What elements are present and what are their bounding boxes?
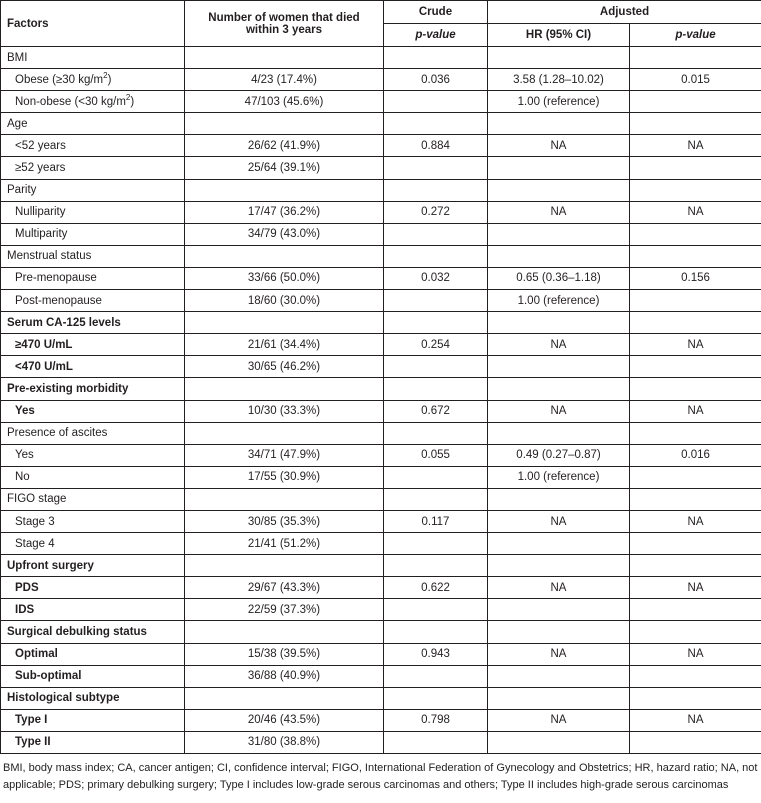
adjusted-p-value-cell	[630, 157, 761, 179]
crude-p-value-cell: 0.032	[384, 267, 488, 289]
hr-ci-cell	[488, 312, 630, 334]
died-count-cell: 26/62 (41.9%)	[185, 135, 384, 157]
factor-label: Optimal	[1, 643, 185, 665]
table-row	[1, 533, 761, 555]
header-factors: Factors	[1, 1, 185, 47]
crude-p-value-cell: 0.798	[384, 709, 488, 731]
factor-label: Sub-optimal	[1, 665, 185, 687]
hr-ci-cell: NA	[488, 577, 630, 599]
died-count-cell: 22/59 (37.3%)	[185, 599, 384, 621]
died-count-cell: 30/65 (46.2%)	[185, 356, 384, 378]
factor-label: Pre-menopause	[1, 267, 185, 289]
crude-p-value-cell	[384, 599, 488, 621]
hr-ci-cell: 1.00 (reference)	[488, 91, 630, 113]
crude-p-value-cell	[384, 687, 488, 709]
factor-label: IDS	[1, 599, 185, 621]
table-row	[1, 709, 761, 731]
hr-ci-cell	[488, 378, 630, 400]
adjusted-p-value-cell	[630, 621, 761, 643]
group-row	[1, 555, 761, 577]
crude-p-value-cell	[384, 312, 488, 334]
died-count-cell: 34/71 (47.9%)	[185, 444, 384, 466]
table-row	[1, 731, 761, 753]
table-row	[1, 290, 761, 312]
died-count-cell	[185, 179, 384, 201]
group-row	[1, 621, 761, 643]
adjusted-p-value-cell: NA	[630, 334, 761, 356]
adjusted-p-value-cell: NA	[630, 577, 761, 599]
crude-p-value-cell	[384, 245, 488, 267]
group-row	[1, 312, 761, 334]
adjusted-p-value-cell	[630, 356, 761, 378]
hr-ci-cell	[488, 665, 630, 687]
factor-label: Stage 3	[1, 510, 185, 532]
died-count-cell: 34/79 (43.0%)	[185, 223, 384, 245]
died-count-cell: 20/46 (43.5%)	[185, 709, 384, 731]
table-row	[1, 334, 761, 356]
adjusted-p-value-cell	[630, 223, 761, 245]
table-row	[1, 69, 761, 91]
hr-ci-cell: 1.00 (reference)	[488, 466, 630, 488]
adjusted-p-value-cell	[630, 312, 761, 334]
hr-ci-cell: NA	[488, 643, 630, 665]
adjusted-p-value-cell: 0.016	[630, 444, 761, 466]
crude-p-value-cell	[384, 223, 488, 245]
hr-ci-cell	[488, 488, 630, 510]
crude-p-value-cell	[384, 356, 488, 378]
hr-ci-cell	[488, 179, 630, 201]
header-crude: Crude	[384, 1, 488, 24]
table-row	[1, 643, 761, 665]
died-count-cell: 33/66 (50.0%)	[185, 267, 384, 289]
crude-p-value-cell	[384, 422, 488, 444]
died-count-cell: 47/103 (45.6%)	[185, 91, 384, 113]
adjusted-p-value-cell	[630, 665, 761, 687]
factor-label: Non-obese (<30 $kg/m^2$)	[1, 91, 185, 113]
factor-label: ≥470 U/mL	[1, 334, 185, 356]
adjusted-p-value-cell	[630, 179, 761, 201]
died-count-cell: 31/80 (38.8%)	[185, 731, 384, 753]
factor-label: Obese (≥30 $kg/m^2$)	[1, 69, 185, 91]
hr-ci-cell: NA	[488, 709, 630, 731]
table-row	[1, 444, 761, 466]
group-label: Surgical debulking status	[1, 621, 185, 643]
group-row	[1, 488, 761, 510]
group-label: Age	[1, 113, 185, 135]
crude-p-value-cell: 0.622	[384, 577, 488, 599]
crude-p-value-cell: 0.055	[384, 444, 488, 466]
hr-ci-cell: NA	[488, 201, 630, 223]
factor-label: No	[1, 466, 185, 488]
hr-ci-cell	[488, 245, 630, 267]
adjusted-p-value-cell	[630, 378, 761, 400]
crude-p-value-cell	[384, 488, 488, 510]
factor-label: Post-menopause	[1, 290, 185, 312]
crude-p-value-cell	[384, 621, 488, 643]
group-label: Serum CA-125 levels	[1, 312, 185, 334]
adjusted-p-value-cell	[630, 91, 761, 113]
hr-ci-cell	[488, 113, 630, 135]
hr-ci-cell: NA	[488, 510, 630, 532]
table-row	[1, 157, 761, 179]
hr-ci-cell	[488, 731, 630, 753]
crude-p-value-cell	[384, 47, 488, 69]
factor-label: Multiparity	[1, 223, 185, 245]
crude-p-value-cell	[384, 378, 488, 400]
factor-label: Yes	[1, 400, 185, 422]
table-row	[1, 577, 761, 599]
died-count-cell: 17/47 (36.2%)	[185, 201, 384, 223]
died-count-cell	[185, 488, 384, 510]
crude-p-value-cell	[384, 466, 488, 488]
group-row	[1, 378, 761, 400]
adjusted-p-value-cell: NA	[630, 510, 761, 532]
hr-ci-cell	[488, 555, 630, 577]
died-count-cell: 4/23 (17.4%)	[185, 69, 384, 91]
factor-label: Yes	[1, 444, 185, 466]
hr-ci-cell: 0.65 (0.36–1.18)	[488, 267, 630, 289]
adjusted-p-value-cell	[630, 687, 761, 709]
crude-p-value-cell	[384, 113, 488, 135]
hr-ci-cell: 3.58 (1.28–10.02)	[488, 69, 630, 91]
died-count-cell	[185, 378, 384, 400]
table-row	[1, 91, 761, 113]
factor-label: ≥52 years	[1, 157, 185, 179]
hr-ci-cell	[488, 47, 630, 69]
crude-p-value-cell	[384, 179, 488, 201]
died-count-cell	[185, 621, 384, 643]
group-row	[1, 422, 761, 444]
crude-p-value-cell	[384, 731, 488, 753]
adjusted-p-value-cell: 0.156	[630, 267, 761, 289]
adjusted-p-value-cell	[630, 47, 761, 69]
died-count-cell: 18/60 (30.0%)	[185, 290, 384, 312]
adjusted-p-value-cell	[630, 245, 761, 267]
died-count-cell	[185, 312, 384, 334]
died-count-cell	[185, 422, 384, 444]
adjusted-p-value-cell	[630, 488, 761, 510]
table-row	[1, 201, 761, 223]
header-hr-95-ci: HR (95% CI)	[488, 24, 630, 47]
adjusted-p-value-cell: NA	[630, 643, 761, 665]
adjusted-p-value-cell: 0.015	[630, 69, 761, 91]
adjusted-p-value-cell	[630, 422, 761, 444]
table-body	[1, 47, 761, 754]
adjusted-p-value-cell	[630, 113, 761, 135]
adjusted-p-value-cell	[630, 290, 761, 312]
adjusted-p-value-cell	[630, 731, 761, 753]
hr-ci-cell	[488, 356, 630, 378]
header-died-within-3-years: Number of women that died within 3 years	[185, 1, 384, 47]
crude-p-value-cell: 0.117	[384, 510, 488, 532]
group-label: Parity	[1, 179, 185, 201]
table-footnote: BMI, body mass index; CA, cancer antigen; CI, confidence interval; FIGO, International Federation of Gynecology and Obstetrics; HR, hazard ratio; NA, not applicable; PDS; primary debulking surgery; Type I includes low-grade serous carcinomas and others; Type II includes high-grade serous carcinomas	[3, 762, 758, 791]
died-count-cell: 21/61 (34.4%)	[185, 334, 384, 356]
group-row	[1, 687, 761, 709]
group-row	[1, 113, 761, 135]
crude-p-value-cell: 0.254	[384, 334, 488, 356]
table-row	[1, 400, 761, 422]
hr-ci-cell	[488, 687, 630, 709]
died-count-cell: 30/85 (35.3%)	[185, 510, 384, 532]
died-count-cell: 17/55 (30.9%)	[185, 466, 384, 488]
crude-p-value-cell	[384, 157, 488, 179]
died-count-cell	[185, 245, 384, 267]
hr-ci-cell: NA	[488, 400, 630, 422]
hr-ci-cell	[488, 533, 630, 555]
adjusted-p-value-cell	[630, 466, 761, 488]
group-row	[1, 47, 761, 69]
hr-ci-cell: 0.49 (0.27–0.87)	[488, 444, 630, 466]
factor-label: PDS	[1, 577, 185, 599]
adjusted-p-value-cell: NA	[630, 709, 761, 731]
table-row	[1, 267, 761, 289]
factor-label: Stage 4	[1, 533, 185, 555]
group-label: Pre-existing morbidity	[1, 378, 185, 400]
hr-ci-cell	[488, 599, 630, 621]
hr-ci-cell: NA	[488, 334, 630, 356]
adjusted-p-value-cell	[630, 533, 761, 555]
header-crude-p-value: p-value	[384, 24, 488, 47]
table-row	[1, 135, 761, 157]
adjusted-p-value-cell: NA	[630, 400, 761, 422]
table-row	[1, 599, 761, 621]
died-count-cell	[185, 687, 384, 709]
table-header	[1, 1, 761, 47]
group-label: Menstrual status	[1, 245, 185, 267]
died-count-cell: 15/38 (39.5%)	[185, 643, 384, 665]
died-count-cell	[185, 47, 384, 69]
hr-ci-cell: NA	[488, 135, 630, 157]
died-count-cell: 10/30 (33.3%)	[185, 400, 384, 422]
header-adjusted-p-value: p-value	[630, 24, 761, 47]
died-count-cell	[185, 555, 384, 577]
crude-p-value-cell: 0.943	[384, 643, 488, 665]
crude-p-value-cell: 0.272	[384, 201, 488, 223]
group-label: Upfront surgery	[1, 555, 185, 577]
group-label: Histological subtype	[1, 687, 185, 709]
table-row	[1, 510, 761, 532]
group-row	[1, 179, 761, 201]
hr-ci-cell	[488, 422, 630, 444]
adjusted-p-value-cell: NA	[630, 135, 761, 157]
group-label: FIGO stage	[1, 488, 185, 510]
adjusted-p-value-cell: NA	[630, 201, 761, 223]
hr-ci-cell	[488, 223, 630, 245]
table-row	[1, 223, 761, 245]
hr-ci-cell	[488, 157, 630, 179]
crude-p-value-cell: 0.036	[384, 69, 488, 91]
crude-p-value-cell: 0.884	[384, 135, 488, 157]
adjusted-p-value-cell	[630, 555, 761, 577]
crude-p-value-cell	[384, 91, 488, 113]
died-count-cell: 29/67 (43.3%)	[185, 577, 384, 599]
crude-p-value-cell	[384, 665, 488, 687]
factor-label: <52 years	[1, 135, 185, 157]
crude-p-value-cell	[384, 555, 488, 577]
group-row	[1, 245, 761, 267]
table-row	[1, 665, 761, 687]
crude-p-value-cell	[384, 290, 488, 312]
factor-label: Nulliparity	[1, 201, 185, 223]
factor-label: Type I	[1, 709, 185, 731]
hr-ci-cell	[488, 621, 630, 643]
crude-p-value-cell: 0.672	[384, 400, 488, 422]
group-label: Presence of ascites	[1, 422, 185, 444]
header-adjusted: Adjusted	[488, 1, 761, 24]
adjusted-p-value-cell	[630, 599, 761, 621]
died-count-cell: 25/64 (39.1%)	[185, 157, 384, 179]
factor-label: Type II	[1, 731, 185, 753]
died-count-cell: 36/88 (40.9%)	[185, 665, 384, 687]
table-row	[1, 356, 761, 378]
crude-p-value-cell	[384, 533, 488, 555]
group-label: BMI	[1, 47, 185, 69]
hr-ci-cell: 1.00 (reference)	[488, 290, 630, 312]
died-count-cell	[185, 113, 384, 135]
table-row	[1, 466, 761, 488]
factor-label: <470 U/mL	[1, 356, 185, 378]
died-count-cell: 21/41 (51.2%)	[185, 533, 384, 555]
